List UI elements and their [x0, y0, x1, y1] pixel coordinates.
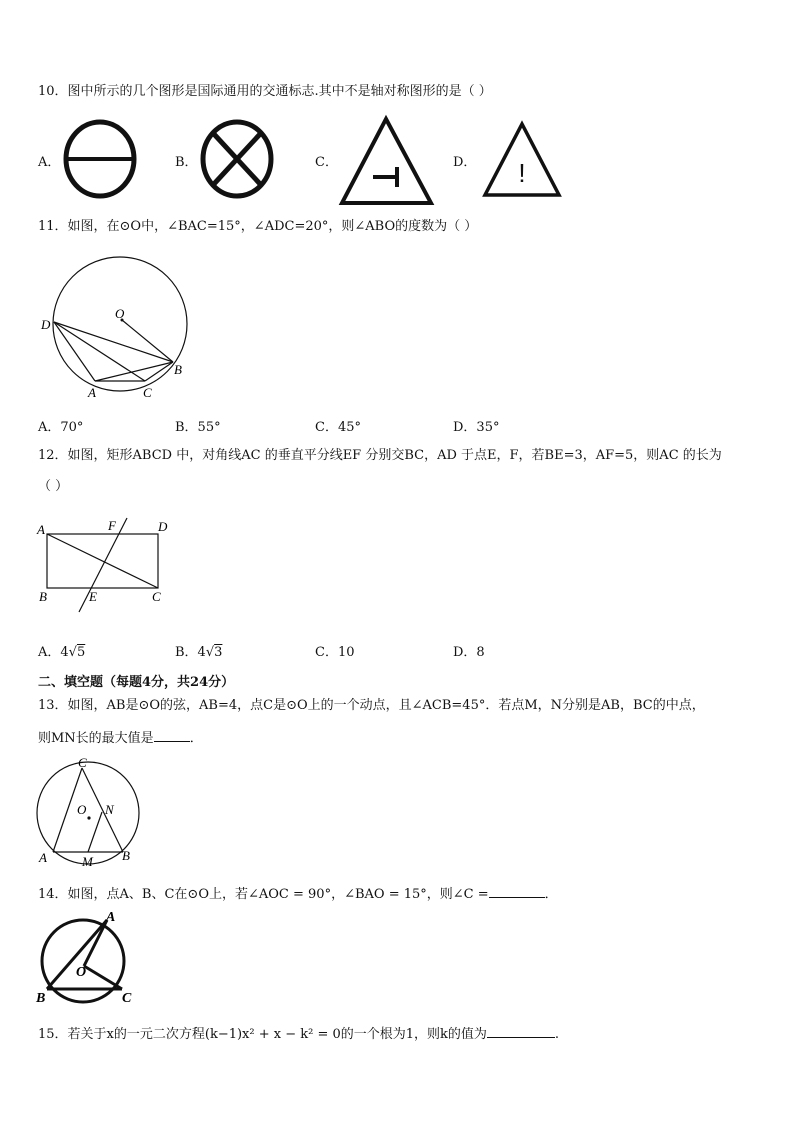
- q14-stem: [38, 885, 558, 904]
- q14-answer-blank: [489, 885, 545, 898]
- q14-stem-text: 14．如图，点A、B、C在⊙O上，若∠AOC = 90°，∠BAO = 15°，则∠C =: [38, 887, 489, 902]
- q11-option-d: D．35°: [453, 420, 500, 435]
- q11-label-o: O: [115, 306, 125, 321]
- q12-option-b-radicand: 3: [214, 645, 223, 660]
- q13-label-n: N: [105, 802, 114, 817]
- q11-label-a: A: [88, 385, 96, 400]
- q13-label-m: M: [82, 854, 93, 868]
- q13-stem-line2-text: 则MN长的最大值是: [38, 731, 154, 746]
- q12-stem: 12．如图，矩形ABCD 中，对角线AC 的垂直平分线EF 分别交BC，AD 于点E，F，若BE=3，AF=5，则AC 的长为: [38, 448, 722, 463]
- q13-label-c: C: [78, 756, 87, 770]
- q10-option-d-label: D．: [453, 155, 477, 170]
- q12-bisector-ef: [79, 518, 127, 612]
- q14-label-o: O: [76, 965, 87, 980]
- q12-stem-line2: （ ）: [38, 479, 69, 494]
- q12-label-d: D: [158, 519, 168, 534]
- q10-option-a-label: A．: [38, 155, 61, 170]
- q11-option-c: C．45°: [315, 420, 361, 435]
- q12-option-b-prefix: B．4: [175, 645, 206, 660]
- q11-stem: 11．如图，在⊙O中，∠BAC=15°，∠ADC=20°，则∠ABO的度数为（ ）: [38, 219, 478, 234]
- q12-diagonal-ac: [47, 534, 158, 588]
- q13-stem-line2: [38, 729, 203, 748]
- q13-segment-cb: [82, 768, 123, 852]
- q11-label-d: D: [41, 317, 51, 332]
- q11-segment-da: [54, 322, 95, 381]
- q11-label-c: C: [143, 385, 152, 400]
- q15-answer-blank: [487, 1025, 555, 1038]
- q12-option-a-radical: √5: [68, 645, 86, 660]
- q15-stem-end: .: [554, 1027, 560, 1042]
- q14-label-c: C: [122, 991, 132, 1006]
- q11-figure: [36, 250, 196, 402]
- q10-sign-d: [480, 120, 564, 200]
- q14-label-a: A: [106, 910, 116, 925]
- q10-option-b-label: B．: [175, 155, 198, 170]
- q12-option-a-prefix: A．4: [38, 645, 69, 660]
- q12-label-a: A: [37, 522, 45, 537]
- q10-sign-c: [337, 113, 437, 207]
- q11-segment-ob: [122, 320, 173, 362]
- q11-option-a: A．70°: [38, 420, 84, 435]
- q10-stem: 10．图中所示的几个图形是国际通用的交通标志.其中不是轴对称图形的是（ ）: [38, 84, 492, 99]
- q11-label-b: B: [174, 362, 182, 377]
- q13-answer-blank: [154, 729, 190, 742]
- q11-option-b: B．55°: [175, 420, 221, 435]
- q13-label-b: B: [122, 848, 130, 863]
- q11-circle: [53, 257, 187, 391]
- sign-d-exclamation: !: [518, 158, 526, 188]
- q12-label-c: C: [152, 589, 161, 604]
- q15-stem-text: 15．若关于x的一元二次方程(k−1)x² + x − k² = 0的一个根为1，则k的值为: [38, 1027, 487, 1042]
- q10-sign-b: [198, 118, 278, 200]
- q11-segment-ab: [95, 362, 173, 381]
- q10-sign-a: [62, 118, 140, 200]
- q12-option-b-radical: √3: [205, 645, 223, 660]
- q15-stem: [38, 1025, 559, 1044]
- q12-option-d: D．8: [453, 645, 485, 660]
- q12-option-c: C．10: [315, 645, 355, 660]
- q11-segment-db: [54, 322, 173, 362]
- q14-segment-oc: [84, 966, 122, 989]
- q14-figure: [34, 906, 146, 1006]
- q12-label-f: F: [108, 518, 116, 533]
- q12-option-a-radicand: 5: [76, 645, 86, 660]
- q13-stem: 13．如图，AB是⊙O的弦，AB=4，点C是⊙O上的一个动点，且∠ACB=45°．若点M，N分别是AB，BC的中点，: [38, 698, 705, 713]
- section-2-title: 二、填空题（每题4分，共24分）: [38, 675, 235, 690]
- q12-option-b: [175, 641, 222, 660]
- q12-label-b: B: [39, 589, 47, 604]
- q14-label-b: B: [36, 991, 46, 1006]
- q12-option-a: [38, 641, 85, 660]
- q10-option-c-label: C．: [315, 155, 338, 170]
- q13-label-a: A: [39, 850, 47, 865]
- q12-figure: [34, 512, 174, 616]
- q12-label-e: E: [89, 589, 97, 604]
- q13-figure: [34, 756, 146, 868]
- q13-stem-line2-end: ．: [189, 731, 203, 746]
- q13-center-dot: [87, 816, 90, 819]
- q14-stem-end: ．: [544, 887, 558, 902]
- q13-label-o: O: [77, 802, 87, 817]
- sign-c-triangle: [342, 119, 431, 203]
